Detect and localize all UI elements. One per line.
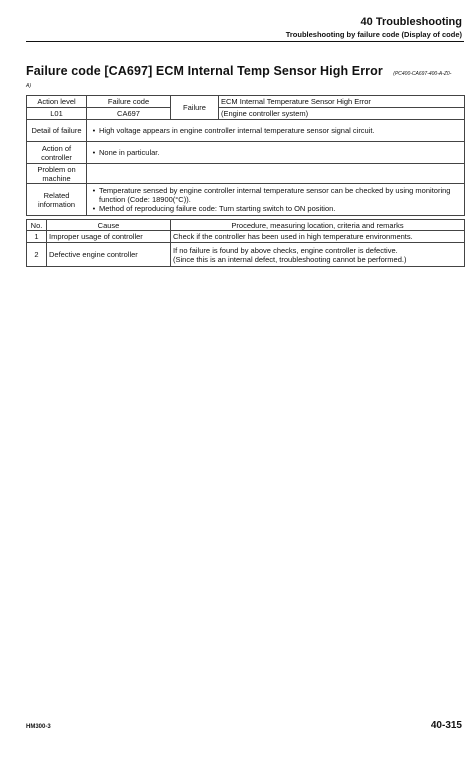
action-cell — [87, 142, 465, 164]
model-number: HM300-3 — [26, 724, 51, 730]
action-level-label: Action level — [27, 96, 87, 108]
failure-name: ECM Internal Temperature Sensor High Error — [219, 96, 465, 108]
header-no: No. — [27, 220, 47, 231]
header-divider — [26, 41, 464, 42]
action-text: None in particular. — [99, 148, 160, 157]
document-code-wrap: A) — [26, 83, 31, 89]
detail-text: High voltage appears in engine controller internal temperature sensor signal circuit. — [99, 126, 375, 135]
failure-label: Failure — [171, 96, 219, 120]
failure-title: Failure code [CA697] ECM Internal Temp Sensor High Error — [26, 64, 383, 78]
row-cause: Improper usage of controller — [47, 231, 171, 243]
row-no: 2 — [27, 243, 47, 267]
detail-cell — [87, 120, 465, 142]
bullet-icon: • — [92, 148, 96, 157]
table-row — [27, 231, 465, 243]
related-cell — [87, 184, 465, 216]
page-title — [26, 62, 466, 80]
row-remark — [171, 243, 465, 267]
bullet-icon: • — [92, 204, 96, 213]
failure-system: (Engine controller system) — [219, 108, 465, 120]
row-remark: Check if the controller has been used in high temperature environments. — [171, 231, 465, 243]
document-code: (PC400-CA697-400-A-Z0- — [393, 71, 452, 77]
header-procedure: Procedure, measuring location, criteria and remarks — [171, 220, 465, 231]
problem-cell — [87, 164, 465, 184]
row-cause: Defective engine controller — [47, 243, 171, 267]
row-remark-line-1: If no failure is found by above checks, engine controller is defective. — [173, 245, 398, 255]
failure-code-value: CA697 — [87, 108, 171, 120]
detail-label: Detail of failure — [27, 120, 87, 142]
bullet-icon: • — [92, 126, 96, 135]
row-no: 1 — [27, 231, 47, 243]
cause-table — [26, 219, 465, 267]
action-label: Action of controller — [27, 142, 87, 164]
bullet-icon: • — [92, 186, 96, 195]
failure-code-label: Failure code — [87, 96, 171, 108]
action-level-value: L01 — [27, 108, 87, 120]
related-text-2: Method of reproducing failure code: Turn starting switch to ON position. — [99, 204, 336, 213]
failure-info-table — [26, 95, 465, 216]
row-remark-line-2: (Since this is an internal defect, troubleshooting cannot be performed.) — [173, 254, 407, 264]
page-number: 40-315 — [430, 720, 462, 731]
header-cause: Cause — [47, 220, 171, 231]
related-label: Related information — [27, 184, 87, 216]
problem-label: Problem on machine — [27, 164, 87, 184]
section-subtitle: Troubleshooting by failure code (Display of code) — [285, 30, 462, 39]
section-title: 40 Troubleshooting — [360, 16, 462, 28]
table-row — [27, 243, 465, 267]
related-text-1: Temperature sensed by engine controller internal temperature sensor can be checked by using monitoring function (Code: 18900(°C)). — [99, 186, 451, 204]
